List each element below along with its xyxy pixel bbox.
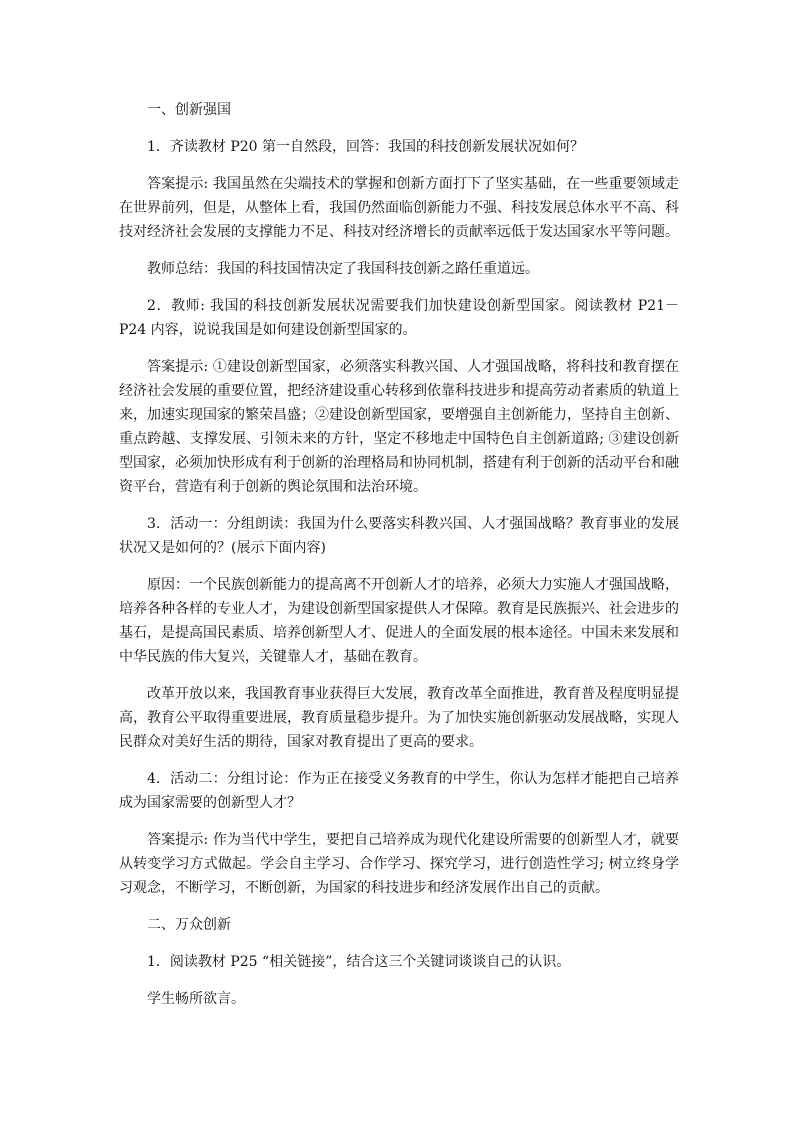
section-heading-mass-innovation: 二、万众创新 <box>147 917 231 933</box>
question-5: 1．阅读教材 P25 “相关链接”，结合这三个关键词谈谈自己的认识。 <box>147 954 571 970</box>
question-3: 3．活动一：分组朗读：我国为什么要落实科教兴国、人才强国战略？教育事业的发展状况又是如何的？(展示下面内容) <box>119 516 679 556</box>
document-body <box>119 98 679 1024</box>
question-2: 2．教师: 我国的科技创新发展状况需要我们加快建设创新型国家。阅读教材 P21－P24 内容，说说我国是如何建设创新型国家的。 <box>119 298 679 338</box>
answer-hint-2: 答案提示: ①建设创新型国家，必须落实科教兴国、人才强国战略，将科技和教育摆在经济社会发展的重要位置，把经济建设重心转移到依靠科技进步和提高劳动者素质的轨道上来，加速实现国家的繁荣昌盛；②建设创新型国家，要增强自主创新能力，坚持自主创新、重点跨越、支撑发展、引领未来的方针，坚定不移地走中国特色自主创新道路; ③建设创新型国家，必须加快形成有利于创新的治理格局和协同机制，搭建有利于创新的活动平台和融资平台，营造有利于创新的舆论氛围和法治环境。 <box>119 359 679 495</box>
question-1: 1．齐读教材 P20 第一自然段，回答：我国的科技创新发展状况如何？ <box>147 139 585 155</box>
section-heading-innovation-nation: 一、创新强国 <box>147 102 231 118</box>
answer-hint-1: 答案提示: 我国虽然在尖端技术的掌握和创新方面打下了坚实基础，在一些重要领域走在世界前列，但是，从整体上看，我国仍然面临创新能力不强、科技发展总体水平不高、科技对经济社会发展的支撑能力不足、科技对经济增长的贡献率远低于发达国家水平等问题。 <box>119 176 679 240</box>
answer-hint-4: 答案提示: 作为当代中学生，要把自己培养成为现代化建设所需要的创新型人才，就要从转变学习方式做起。学会自主学习、合作学习、探究学习，进行创造性学习; 树立终身学习观念，不断学习，不断创新，为国家的科技进步和经济发展作出自己的贡献。 <box>119 832 679 896</box>
student-reply: 学生畅所欲言。 <box>147 991 245 1007</box>
reason-paragraph: 原因：一个民族创新能力的提高离不开创新人才的培养，必须大力实施人才强国战略，培养各种各样的专业人才，为建设创新型国家提供人才保障。教育是民族振兴、社会进步的基石，是提高国民素质、培养创新型人才、促进人的全面发展的根本途径。中国未来发展和中华民族的伟大复兴，关键靠人才，基础在教育。 <box>119 577 679 665</box>
question-4: 4．活动二：分组讨论：作为正在接受义务教育的中学生，你认为怎样才能把自己培养成为国家需要的创新型人才？ <box>119 771 679 811</box>
teacher-summary: 教师总结：我国的科技国情决定了我国科技创新之路任重道远。 <box>147 261 539 277</box>
reform-paragraph: 改革开放以来，我国教育事业获得巨大发展，教育改革全面推进，教育普及程度明显提高，教育公平取得重要进展，教育质量稳步提升。为了加快实施创新驱动发展战略，实现人民群众对美好生活的期待，国家对教育提出了更高的要求。 <box>119 686 679 750</box>
